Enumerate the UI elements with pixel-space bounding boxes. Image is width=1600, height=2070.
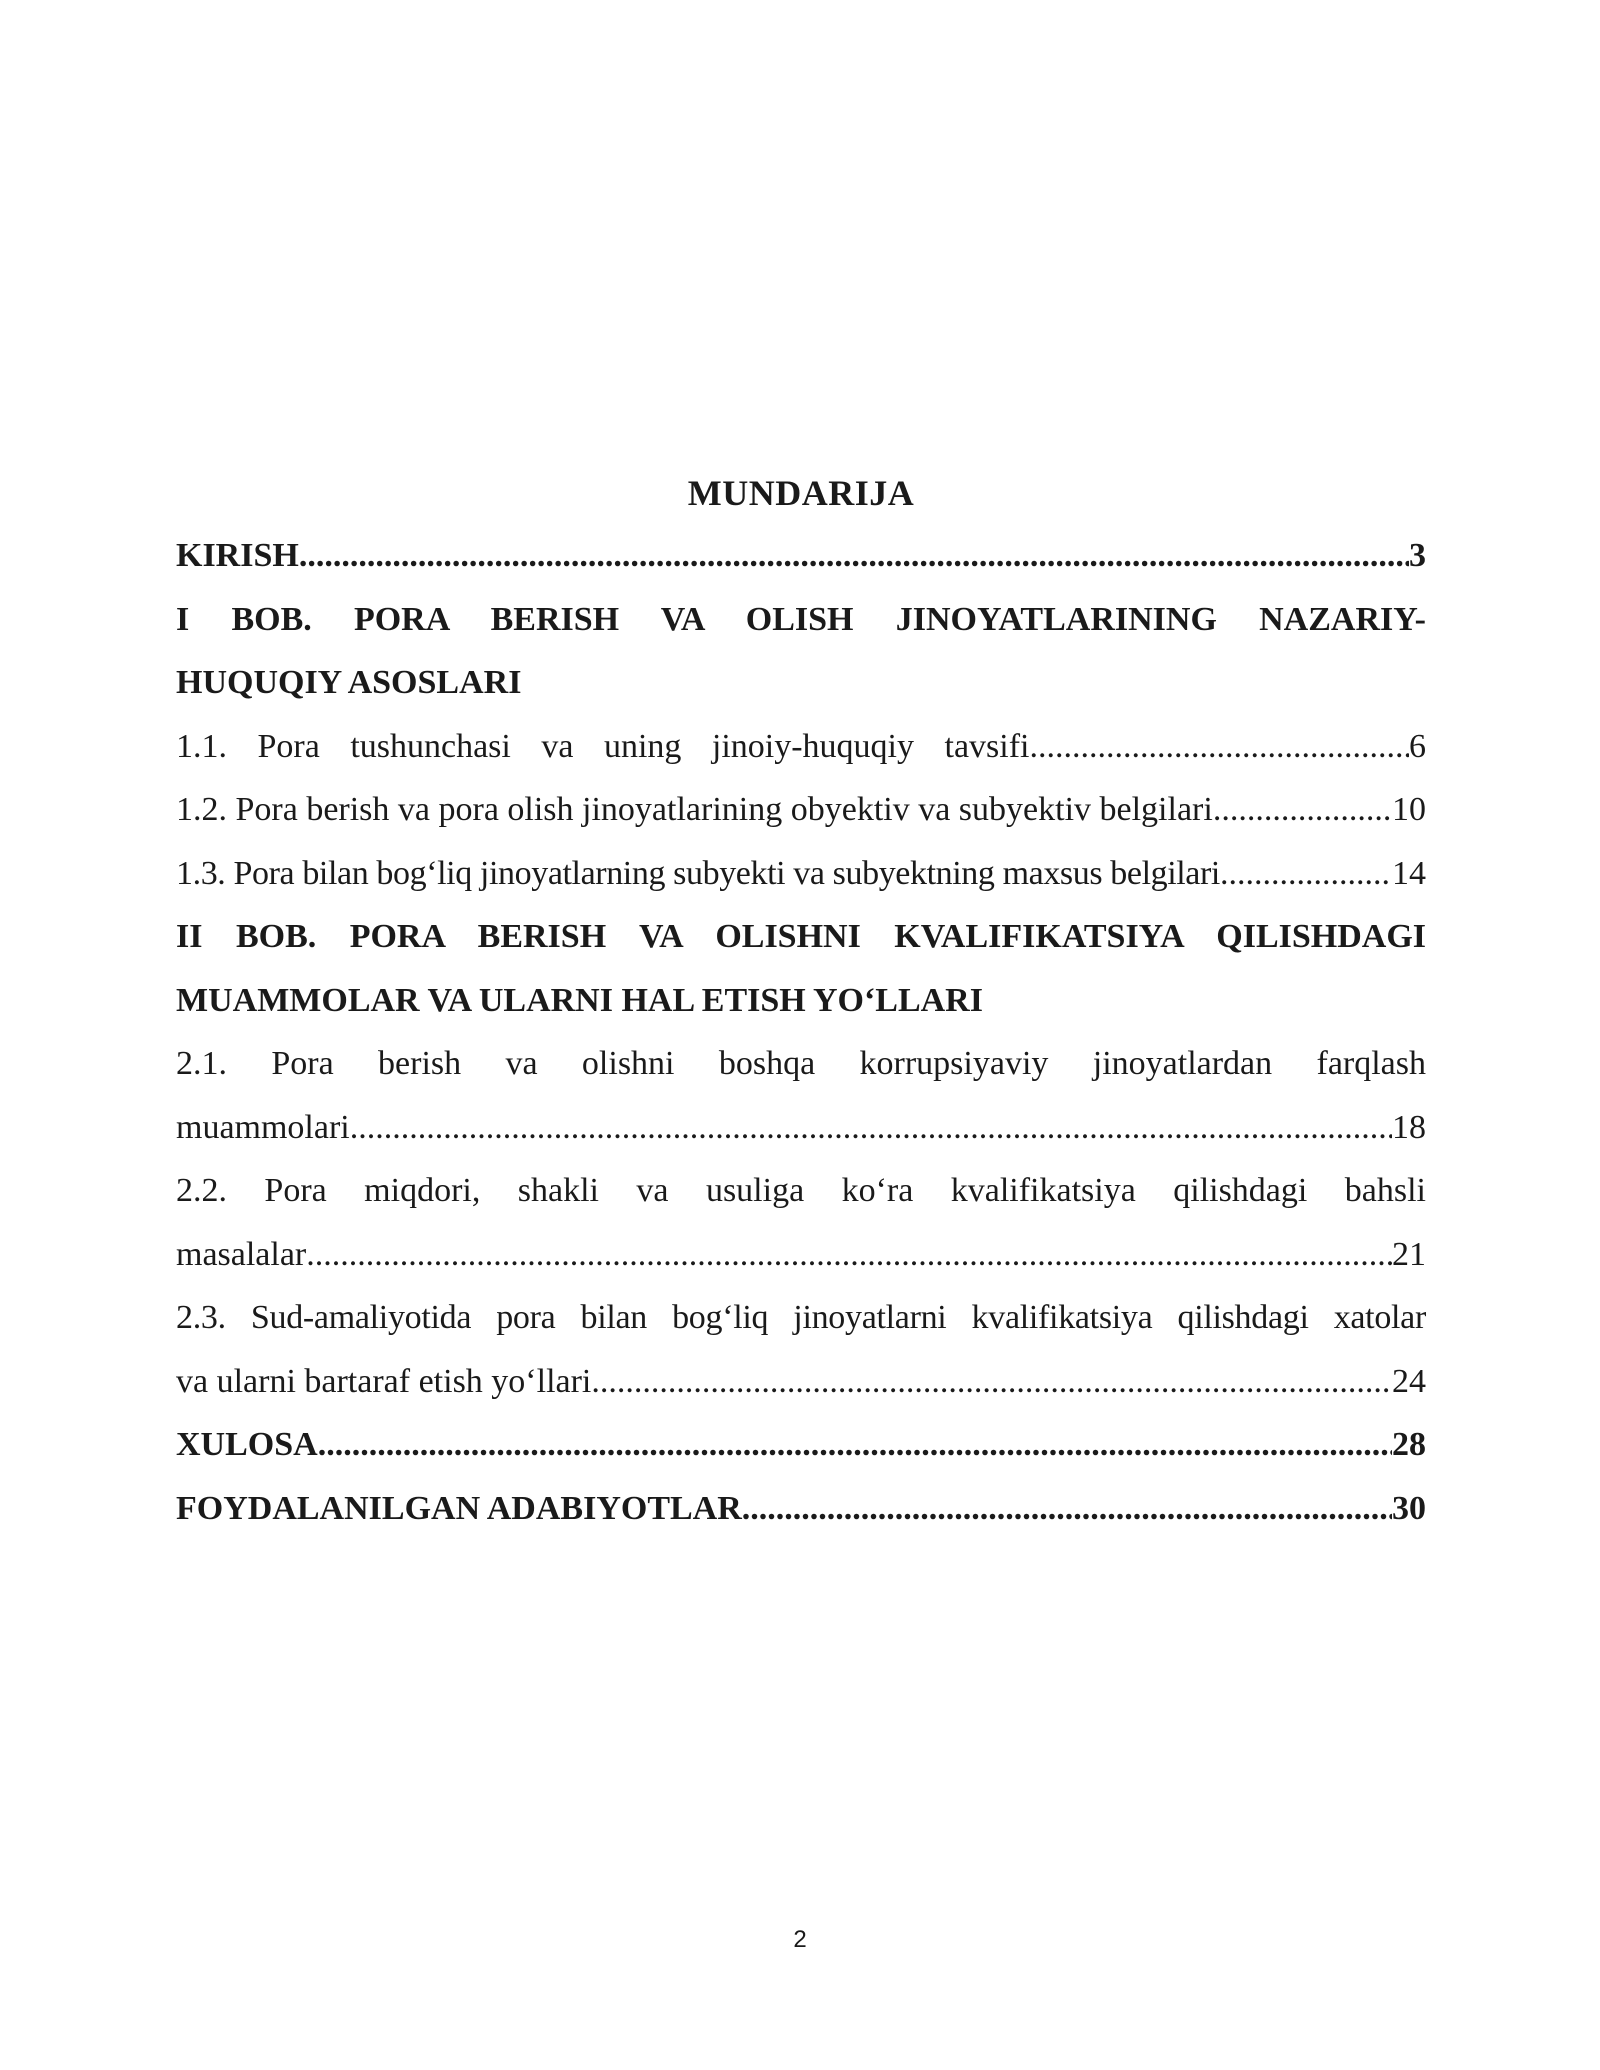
toc-entry-text: va ularni bartaraf etish yo‘llari bbox=[176, 1362, 592, 1400]
toc-chapter-2-line-2[interactable]: MUAMMOLAR VA ULARNI HAL ETISH YO‘LLARI bbox=[176, 981, 983, 1019]
dot-leader bbox=[318, 1413, 1392, 1477]
dot-leader bbox=[306, 1223, 1392, 1287]
dot-leader bbox=[742, 1477, 1392, 1541]
toc-entry-text: XULOSA bbox=[176, 1426, 318, 1463]
toc-entry-2-1-line-1[interactable]: 2.1. Pora berish va olishni boshqa korrupsiyaviy jinoyatlardan farqlash bbox=[176, 1045, 1426, 1082]
toc-entry-text: FOYDALANILGAN ADABIYOTLAR bbox=[176, 1489, 742, 1527]
dot-leader bbox=[1030, 715, 1410, 779]
dot-leader bbox=[591, 1350, 1392, 1414]
toc-entry-page: 18 bbox=[1392, 1108, 1426, 1146]
toc-entry-text: 1.2. Pora berish va pora olish jinoyatlarining obyektiv va subyektiv belgilari bbox=[176, 791, 1213, 828]
toc-entry-text: muammolari bbox=[176, 1108, 350, 1146]
toc-entry-2-2-line-2[interactable] bbox=[176, 1223, 1426, 1287]
toc-entry-text: KIRISH bbox=[176, 537, 299, 574]
toc-entry-1-1[interactable] bbox=[176, 715, 1426, 779]
toc-chapter-1-line-1[interactable]: I BOB. PORA BERISH VA OLISH JINOYATLARINING NAZARIY- bbox=[176, 600, 1426, 638]
toc-entry-1-3[interactable] bbox=[176, 842, 1426, 906]
toc-entry-page: 3 bbox=[1409, 537, 1426, 574]
toc-chapter-2-line-1[interactable]: II BOB. PORA BERISH VA OLISHNI KVALIFIKATSIYA QILISHDAGI bbox=[176, 918, 1426, 955]
toc-entry-2-1-line-2[interactable] bbox=[176, 1096, 1426, 1160]
toc-entry-page: 6 bbox=[1409, 727, 1426, 765]
dot-leader bbox=[1213, 778, 1392, 842]
toc-entry-page: 14 bbox=[1392, 854, 1426, 892]
toc-entry-page: 28 bbox=[1392, 1426, 1426, 1463]
toc-entry-text: 1.1. Pora tushunchasi va uning jinoiy-huquqiy tavsifi bbox=[176, 727, 1030, 765]
dot-leader bbox=[1220, 842, 1392, 906]
page-number: 2 bbox=[793, 1926, 807, 1953]
toc-entry-page: 21 bbox=[1392, 1235, 1426, 1273]
table-of-contents bbox=[176, 462, 1426, 1540]
toc-entry-xulosa[interactable] bbox=[176, 1413, 1426, 1477]
toc-title: MUNDARIJA bbox=[687, 473, 915, 513]
dot-leader bbox=[299, 524, 1409, 588]
dot-leader bbox=[350, 1096, 1392, 1160]
toc-entry-1-2[interactable] bbox=[176, 778, 1426, 842]
toc-entry-adabiyotlar[interactable] bbox=[176, 1477, 1426, 1541]
toc-entry-page: 30 bbox=[1392, 1489, 1426, 1527]
toc-entry-text: 1.3. Pora bilan bog‘liq jinoyatlarning subyekti va subyektning maxsus belgilari bbox=[176, 854, 1220, 892]
toc-entry-2-2-line-1[interactable]: 2.2. Pora miqdori, shakli va usuliga ko‘ra kvalifikatsiya qilishdagi bahsli bbox=[176, 1172, 1426, 1209]
toc-entry-text: masalalar bbox=[176, 1235, 307, 1273]
toc-entry-page: 10 bbox=[1392, 791, 1426, 828]
toc-entry-kirish[interactable] bbox=[176, 524, 1426, 588]
toc-chapter-1-line-2[interactable]: HUQUQIY ASOSLARI bbox=[176, 664, 522, 701]
toc-entry-2-3-line-2[interactable] bbox=[176, 1350, 1426, 1414]
toc-entry-2-3-line-1[interactable]: 2.3. Sud-amaliyotida pora bilan bog‘liq jinoyatlarni kvalifikatsiya qilishdagi xatolar bbox=[176, 1299, 1426, 1336]
toc-entry-page: 24 bbox=[1392, 1362, 1426, 1400]
